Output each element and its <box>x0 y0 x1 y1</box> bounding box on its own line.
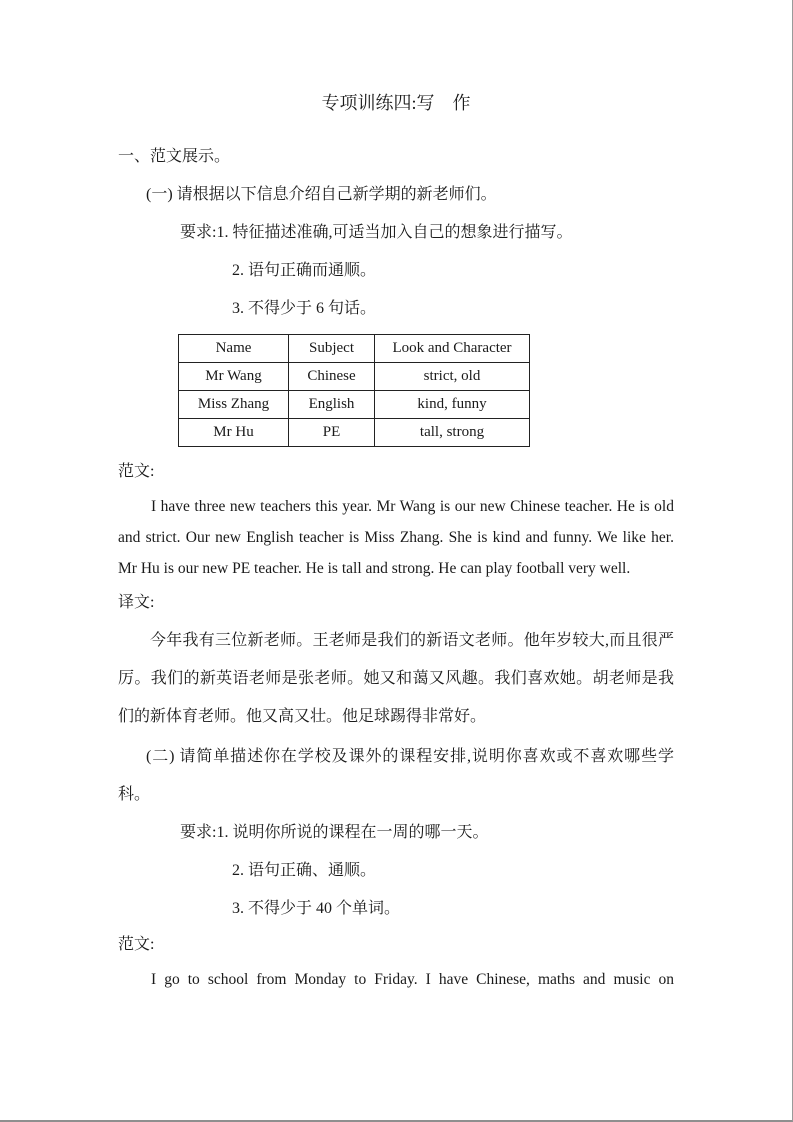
document-title: 专项训练四:写 作 <box>321 93 471 113</box>
part-one-translation-label: 译文: <box>118 594 155 611</box>
part-two-model-essay-label: 范文: <box>118 936 155 953</box>
part-one-requirement-1: 要求:1. 特征描述准确,可适当加入自己的想象进行描写。 <box>180 224 573 241</box>
cell-teacher-subject: English <box>289 391 375 419</box>
cell-teacher-look: kind, funny <box>375 391 530 419</box>
cell-teacher-look: strict, old <box>375 363 530 391</box>
cell-teacher-subject: PE <box>289 419 375 447</box>
part-two-requirement-3: 3. 不得少于 40 个单词。 <box>232 900 401 917</box>
section-one-heading: 一、范文展示。 <box>118 148 231 165</box>
cell-teacher-subject: Chinese <box>289 363 375 391</box>
table-row <box>179 363 530 391</box>
table-header-name: Name <box>179 335 289 363</box>
part-one-requirement-2: 2. 语句正确而通顺。 <box>232 262 377 279</box>
cell-teacher-name: Miss Zhang <box>179 391 289 419</box>
cell-teacher-name: Mr Wang <box>179 363 289 391</box>
table-header-look-and-character: Look and Character <box>375 335 530 363</box>
part-one-model-essay-label: 范文: <box>118 463 155 480</box>
table-header-subject: Subject <box>289 335 375 363</box>
part-one-heading: (一) 请根据以下信息介绍自己新学期的新老师们。 <box>146 186 497 203</box>
part-one-translation-text: 今年我有三位新老师。王老师是我们的新语文老师。他年岁较大,而且很严厉。我们的新英语老师是张老师。她又和蔼又风趣。我们喜欢她。胡老师是我们的新体育老师。他又高又壮。他足球踢得非常好。 <box>118 632 674 725</box>
part-two-model-essay-text: I go to school from Monday to Friday. I have Chinese, maths and music on <box>151 971 674 988</box>
part-two-requirement-2: 2. 语句正确、通顺。 <box>232 862 377 879</box>
part-two-requirement-1: 要求:1. 说明你所说的课程在一周的哪一天。 <box>180 824 489 841</box>
table-row <box>179 419 530 447</box>
part-one-model-essay-text: I have three new teachers this year. Mr Wang is our new Chinese teacher. He is old and strict. Our new English teacher is Miss Zhang. She is kind and funny. We like her. Mr Hu is our new PE teacher. He is tall and strong. He can play football very well. <box>118 498 674 577</box>
part-two-heading: (二) 请简单描述你在学校及课外的课程安排,说明你喜欢或不喜欢哪些学科。 <box>118 748 674 803</box>
table-row <box>179 391 530 419</box>
part-one-requirement-3: 3. 不得少于 6 句话。 <box>232 300 377 317</box>
cell-teacher-look: tall, strong <box>375 419 530 447</box>
cell-teacher-name: Mr Hu <box>179 419 289 447</box>
teachers-info-table <box>178 334 530 447</box>
table-header-row <box>179 335 530 363</box>
